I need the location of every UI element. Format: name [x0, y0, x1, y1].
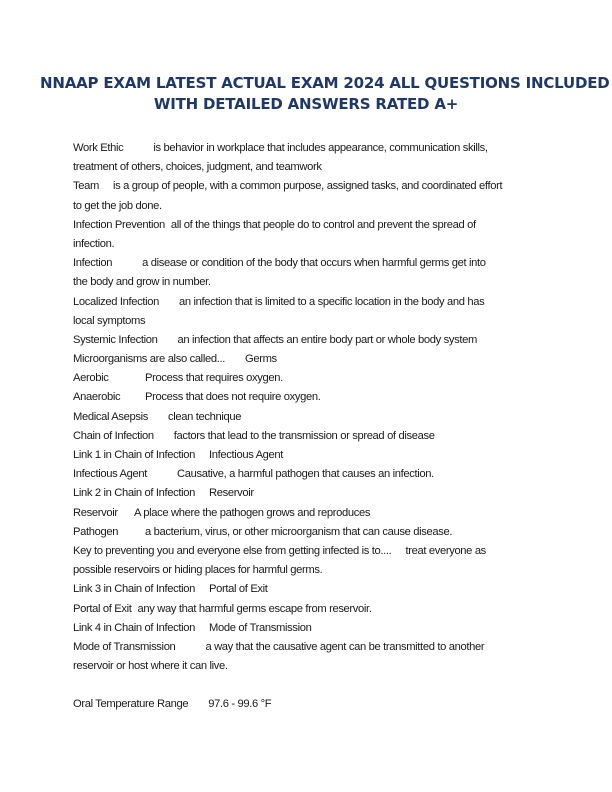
entry-systemic-infection — [73, 331, 543, 350]
entry-team-cont: to get the job done. — [73, 199, 162, 212]
entry-work-ethic-cont: treatment of others, choices, judgment, and teamwork — [73, 161, 322, 174]
definition: a disease or condition of the body that occurs when harmful germs get into — [142, 257, 486, 270]
term: Key to preventing you and everyone else from getting infected is to.... — [73, 544, 392, 557]
term: Link 4 in Chain of Infection — [73, 621, 196, 634]
entry-oral-temperature — [73, 695, 543, 714]
term: Mode of Transmission — [73, 640, 176, 653]
definition: is a group of people, with a common purpose, assigned tasks, and coordinated effort — [112, 180, 503, 193]
entry-microorganisms — [73, 350, 543, 369]
title-line-1: NNAAP EXAM LATEST ACTUAL EXAM 2024 ALL QUESTIONS INCLUDED — [40, 74, 610, 92]
definition: a way that the causative agent can be transmitted to another — [205, 640, 485, 653]
definition: 97.6 - 99.6 °F — [208, 698, 272, 711]
flashcard-list — [73, 139, 543, 715]
term: Anaerobic — [73, 391, 121, 404]
entry-work-ethic — [73, 139, 543, 158]
blank-line — [73, 676, 543, 695]
entry-anaerobic — [73, 388, 543, 407]
term: Team — [73, 180, 99, 193]
entry-localized-infection-cont: local symptoms — [73, 314, 146, 327]
definition: Causative, a harmful pathogen that causes an infection. — [177, 468, 434, 481]
definition: Infectious Agent — [209, 449, 284, 461]
definition: A place where the pathogen grows and reproduces — [134, 506, 371, 519]
definition: an infection that is limited to a specific location in the body and has — [179, 295, 485, 308]
entry-chain-of-infection — [73, 427, 543, 446]
term: Chain of Infection — [73, 429, 154, 442]
entry-key-to-preventing-cont: possible reservoirs or hiding places for harmful germs. — [73, 564, 323, 577]
term: Pathogen — [73, 525, 119, 538]
entry-link-1 — [73, 446, 543, 465]
entry-link-4 — [73, 619, 543, 638]
definition: clean technique — [167, 410, 242, 423]
document-title — [40, 73, 610, 115]
definition: is behavior in workplace that includes appearance, communication skills, — [153, 142, 488, 154]
term: Link 2 in Chain of Infection — [73, 487, 196, 500]
definition: factors that lead to the transmission or spread of disease — [173, 429, 435, 442]
term: Link 1 in Chain of Infection — [73, 449, 196, 461]
title-line-2: WITH DETAILED ANSWERS RATED A+ — [153, 95, 459, 113]
term: Microorganisms are also called... — [73, 353, 225, 366]
entry-pathogen — [73, 523, 543, 542]
entry-mode-of-transmission — [73, 638, 543, 657]
definition: Mode of Transmission — [209, 621, 312, 634]
entry-infection-cont: the body and grow in number. — [73, 276, 211, 289]
entry-link-2 — [73, 484, 543, 503]
definition: a bacterium, virus, or other microorganism that can cause disease. — [145, 525, 453, 538]
definition: an infection that affects an entire body part or whole body system — [177, 333, 477, 346]
entry-link-3 — [73, 580, 543, 599]
term: Reservoir — [73, 506, 118, 519]
term: Infection Prevention — [73, 218, 165, 231]
entry-localized-infection — [73, 293, 543, 312]
entry-reservoir — [73, 504, 543, 523]
definition: Germs — [244, 353, 277, 366]
definition: treat everyone as — [405, 544, 486, 557]
entry-aerobic — [73, 369, 543, 388]
term: Infection — [73, 257, 113, 270]
definition: Portal of Exit — [209, 583, 268, 596]
definition: Process that does not require oxygen. — [145, 391, 321, 404]
entry-medical-asepsis — [73, 408, 543, 427]
term: Localized Infection — [73, 295, 160, 308]
entry-team — [73, 177, 543, 196]
term: Portal of Exit — [73, 602, 132, 615]
entry-infection — [73, 254, 543, 273]
term: Link 3 in Chain of Infection — [73, 583, 196, 596]
term: Aerobic — [73, 372, 109, 385]
term: Systemic Infection — [73, 333, 158, 346]
definition: Reservoir — [209, 487, 254, 500]
definition: any way that harmful germs escape from reservoir. — [137, 602, 372, 615]
entry-infectious-agent — [73, 465, 543, 484]
term: Medical Asepsis — [73, 410, 148, 423]
definition: all of the things that people do to control and prevent the spread of — [170, 218, 476, 231]
definition: Process that requires oxygen. — [145, 372, 283, 385]
term: Infectious Agent — [73, 468, 148, 481]
entry-key-to-preventing — [73, 542, 543, 561]
entry-infection-prevention-cont: infection. — [73, 237, 115, 250]
term: Oral Temperature Range — [73, 698, 189, 711]
entry-mode-of-transmission-cont: reservoir or host where it can live. — [73, 660, 228, 673]
term: Work Ethic — [73, 142, 124, 154]
entry-portal-of-exit — [73, 600, 543, 619]
entry-infection-prevention — [73, 216, 543, 235]
